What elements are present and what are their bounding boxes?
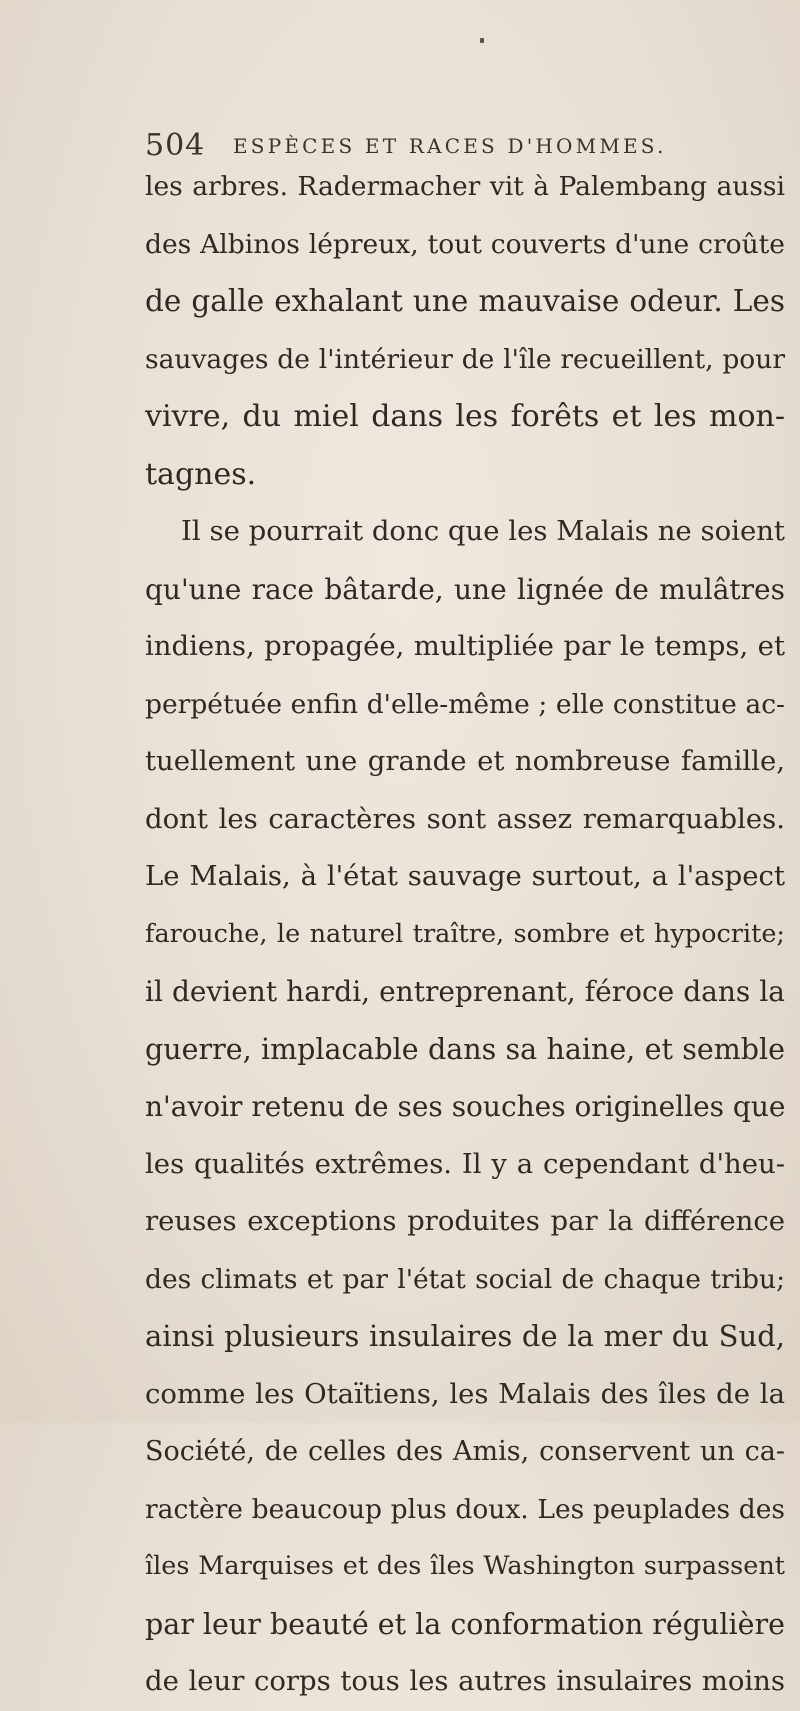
ink-speck (480, 38, 484, 43)
text-line: n'avoir retenu de ses souches originelles que (145, 1090, 786, 1123)
text-line: les qualités extrêmes. Il y a cependant d'heu- (145, 1147, 785, 1180)
text-line: des Albinos lépreux, tout couverts d'une croûte (145, 228, 785, 260)
text-line: sauvages de l'intérieur de l'île recueillent, pour (145, 343, 785, 375)
text-line: ainsi plusieurs insulaires de la mer du Sud, (145, 1319, 785, 1353)
text-line: des climats et par l'état social de chaque tribu; (145, 1263, 785, 1295)
text-line: ractère beaucoup plus doux. Les peuplades des (145, 1493, 785, 1525)
text-line: indiens, propagée, multipliée par le temps, et (145, 630, 785, 662)
text-line: perpétuée enfin d'elle-même ; elle constitue ac- (145, 688, 785, 720)
text-line: Société, de celles des Amis, conservent un ca- (145, 1436, 785, 1467)
text-line: comme les Otaïtiens, les Malais des îles de la (145, 1377, 785, 1410)
text-line: il devient hardi, entreprenant, féroce dans la (145, 975, 785, 1008)
text-line: de galle exhalant une mauvaise odeur. Les (145, 284, 785, 318)
text-line: reuses exceptions produites par la différence (145, 1205, 785, 1237)
text-line: qu'une race bâtarde, une lignée de mulâtres (145, 572, 785, 606)
text-line: Il se pourrait donc que les Malais ne soient (181, 515, 785, 547)
body-text (145, 158, 785, 1711)
text-line: guerre, implacable dans sa haine, et semble (145, 1032, 785, 1066)
text-line: îles Marquises et des îles Washington surpassent (145, 1551, 785, 1581)
text-line: les arbres. Radermacher vit à Palembang aussi (145, 171, 785, 202)
text-line: dont les caractères sont assez remarquables. (145, 802, 785, 835)
page-number: 504 (145, 128, 206, 163)
text-line: farouche, le naturel traître, sombre et hypocrite; (145, 918, 785, 949)
text-line: vivre, du miel dans les forêts et les mon- (145, 399, 785, 434)
text-line: tuellement une grande et nombreuse famille, (145, 745, 785, 777)
text-line: de leur corps tous les autres insulaires moins (145, 1665, 785, 1697)
running-title: ESPÈCES ET RACES D'HOMMES. (233, 134, 667, 158)
text-line: Le Malais, à l'état sauvage surtout, a l'aspect (145, 860, 785, 892)
text-line: tagnes. (145, 456, 257, 492)
text-line: par leur beauté et la conformation régulière (145, 1607, 785, 1641)
